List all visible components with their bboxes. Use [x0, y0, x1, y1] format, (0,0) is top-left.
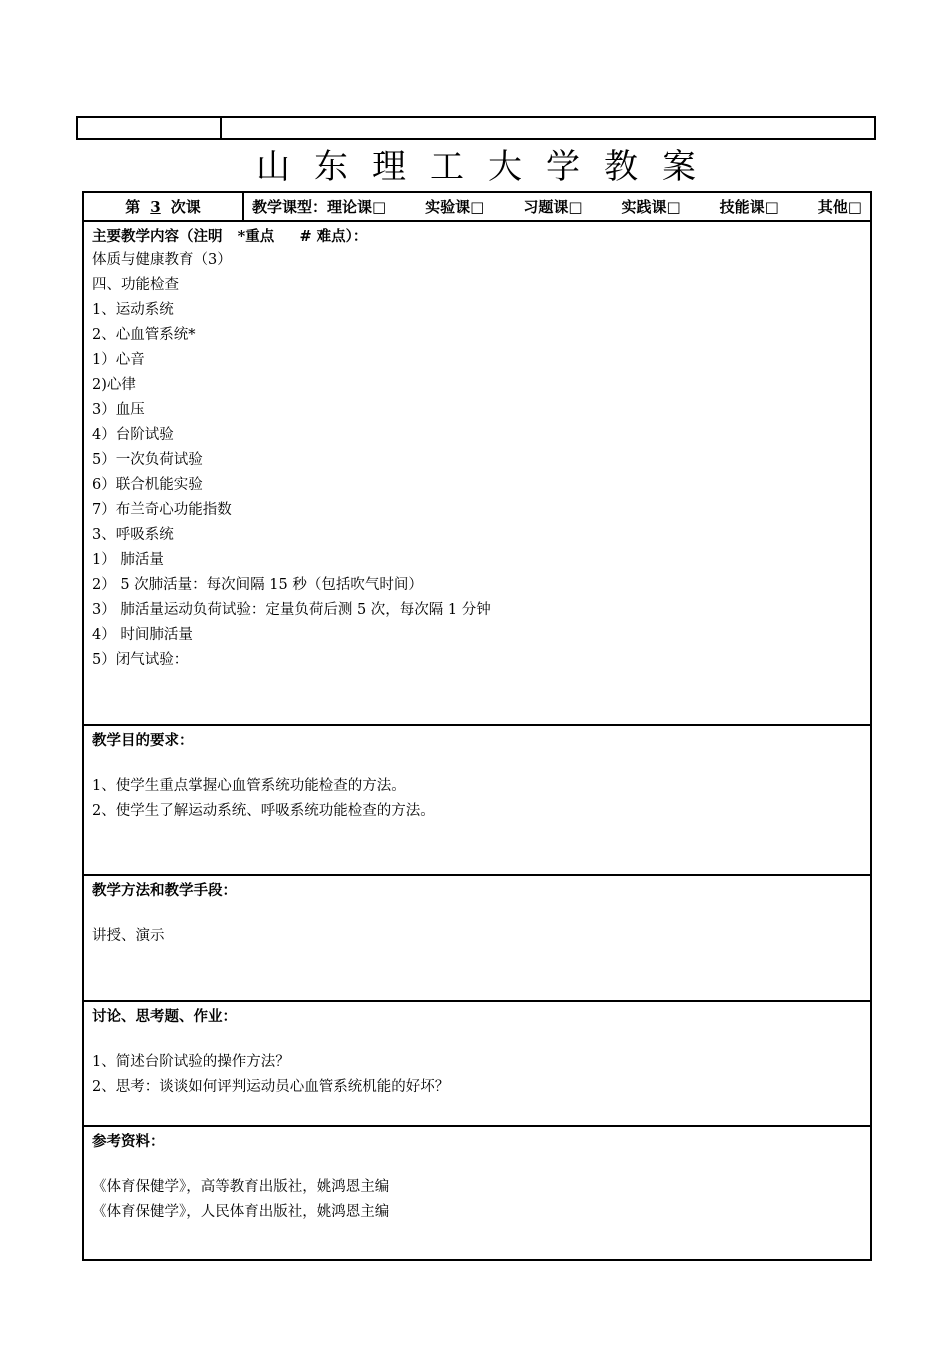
lesson-type-skill: 技能课□ [719, 198, 779, 216]
top-info-left-cell [78, 118, 222, 138]
page-title: 山东理工大学教案 [256, 147, 720, 187]
references-heading: 参考资料： [92, 1133, 165, 1150]
lesson-prefix: 第 [125, 198, 141, 216]
main-content-heading: 主要教学内容（注明 *重点 # 难点）： [92, 228, 368, 245]
content-line: 1、运动系统 [92, 302, 174, 318]
content-line: 2、心血管系统* [92, 327, 196, 343]
top-info-box [76, 116, 876, 140]
discussion-line: 2、思考：谈谈如何评判运动员心血管系统机能的好坏？ [92, 1079, 450, 1095]
content-line: 体质与健康教育（3） [92, 252, 232, 268]
goal-line: 1、使学生重点掌握心血管系统功能检查的方法。 [92, 778, 406, 794]
content-line: 3）血压 [92, 402, 145, 418]
content-line: 5）一次负荷试验 [92, 452, 203, 468]
content-line: 4）台阶试验 [92, 427, 174, 443]
lesson-type-other: 其他□ [817, 198, 862, 216]
discussion-heading: 讨论、思考题、作业： [92, 1008, 237, 1025]
lesson-type-lab: 实验课□ [425, 198, 485, 216]
content-line: 5）闭气试验： [92, 652, 189, 668]
teaching-goals-heading: 教学目的要求： [92, 732, 194, 749]
content-line: 6）联合机能实验 [92, 477, 203, 493]
lesson-type-theory: 教学课型：理论课□ [252, 198, 387, 216]
main-content-section [84, 222, 870, 726]
goal-line: 2、使学生了解运动系统、呼吸系统功能检查的方法。 [92, 803, 435, 819]
lesson-type-exercise: 习题课□ [523, 198, 583, 216]
teaching-methods-heading: 教学方法和教学手段： [92, 882, 237, 899]
top-info-right-cell [222, 118, 874, 138]
content-line: 4） 时间肺活量 [92, 627, 193, 643]
content-line: 7）布兰奇心功能指数 [92, 502, 232, 518]
lesson-type-practice: 实践课□ [621, 198, 681, 216]
lesson-type-cell [244, 196, 870, 217]
lesson-suffix: 次课 [170, 198, 201, 216]
content-line: 3） 肺活量运动负荷试验：定量负荷后测 5 次，每次隔 1 分钟 [92, 602, 491, 618]
lesson-number-cell [84, 193, 244, 220]
lesson-plan-table [82, 191, 872, 1261]
discussion-section [84, 1002, 870, 1127]
lesson-number: 3 [150, 197, 161, 216]
content-line: 3、呼吸系统 [92, 527, 174, 543]
references-section [84, 1127, 870, 1259]
method-line: 讲授、演示 [92, 928, 165, 944]
teaching-goals-section [84, 726, 870, 876]
teaching-methods-section [84, 876, 870, 1002]
content-line: 2） 5 次肺活量：每次间隔 15 秒（包括吹气时间） [92, 577, 423, 593]
discussion-line: 1、简述台阶试验的操作方法？ [92, 1054, 290, 1070]
content-line: 四、功能检查 [92, 277, 179, 293]
content-line: 1） 肺活量 [92, 552, 164, 568]
lesson-header-row [84, 193, 870, 222]
reference-line: 《体育保健学》，人民体育出版社，姚鸿恩主编 [92, 1204, 390, 1220]
reference-line: 《体育保健学》，高等教育出版社，姚鸿恩主编 [92, 1179, 390, 1195]
content-line: 1）心音 [92, 352, 145, 368]
content-line: 2)心律 [92, 377, 136, 393]
